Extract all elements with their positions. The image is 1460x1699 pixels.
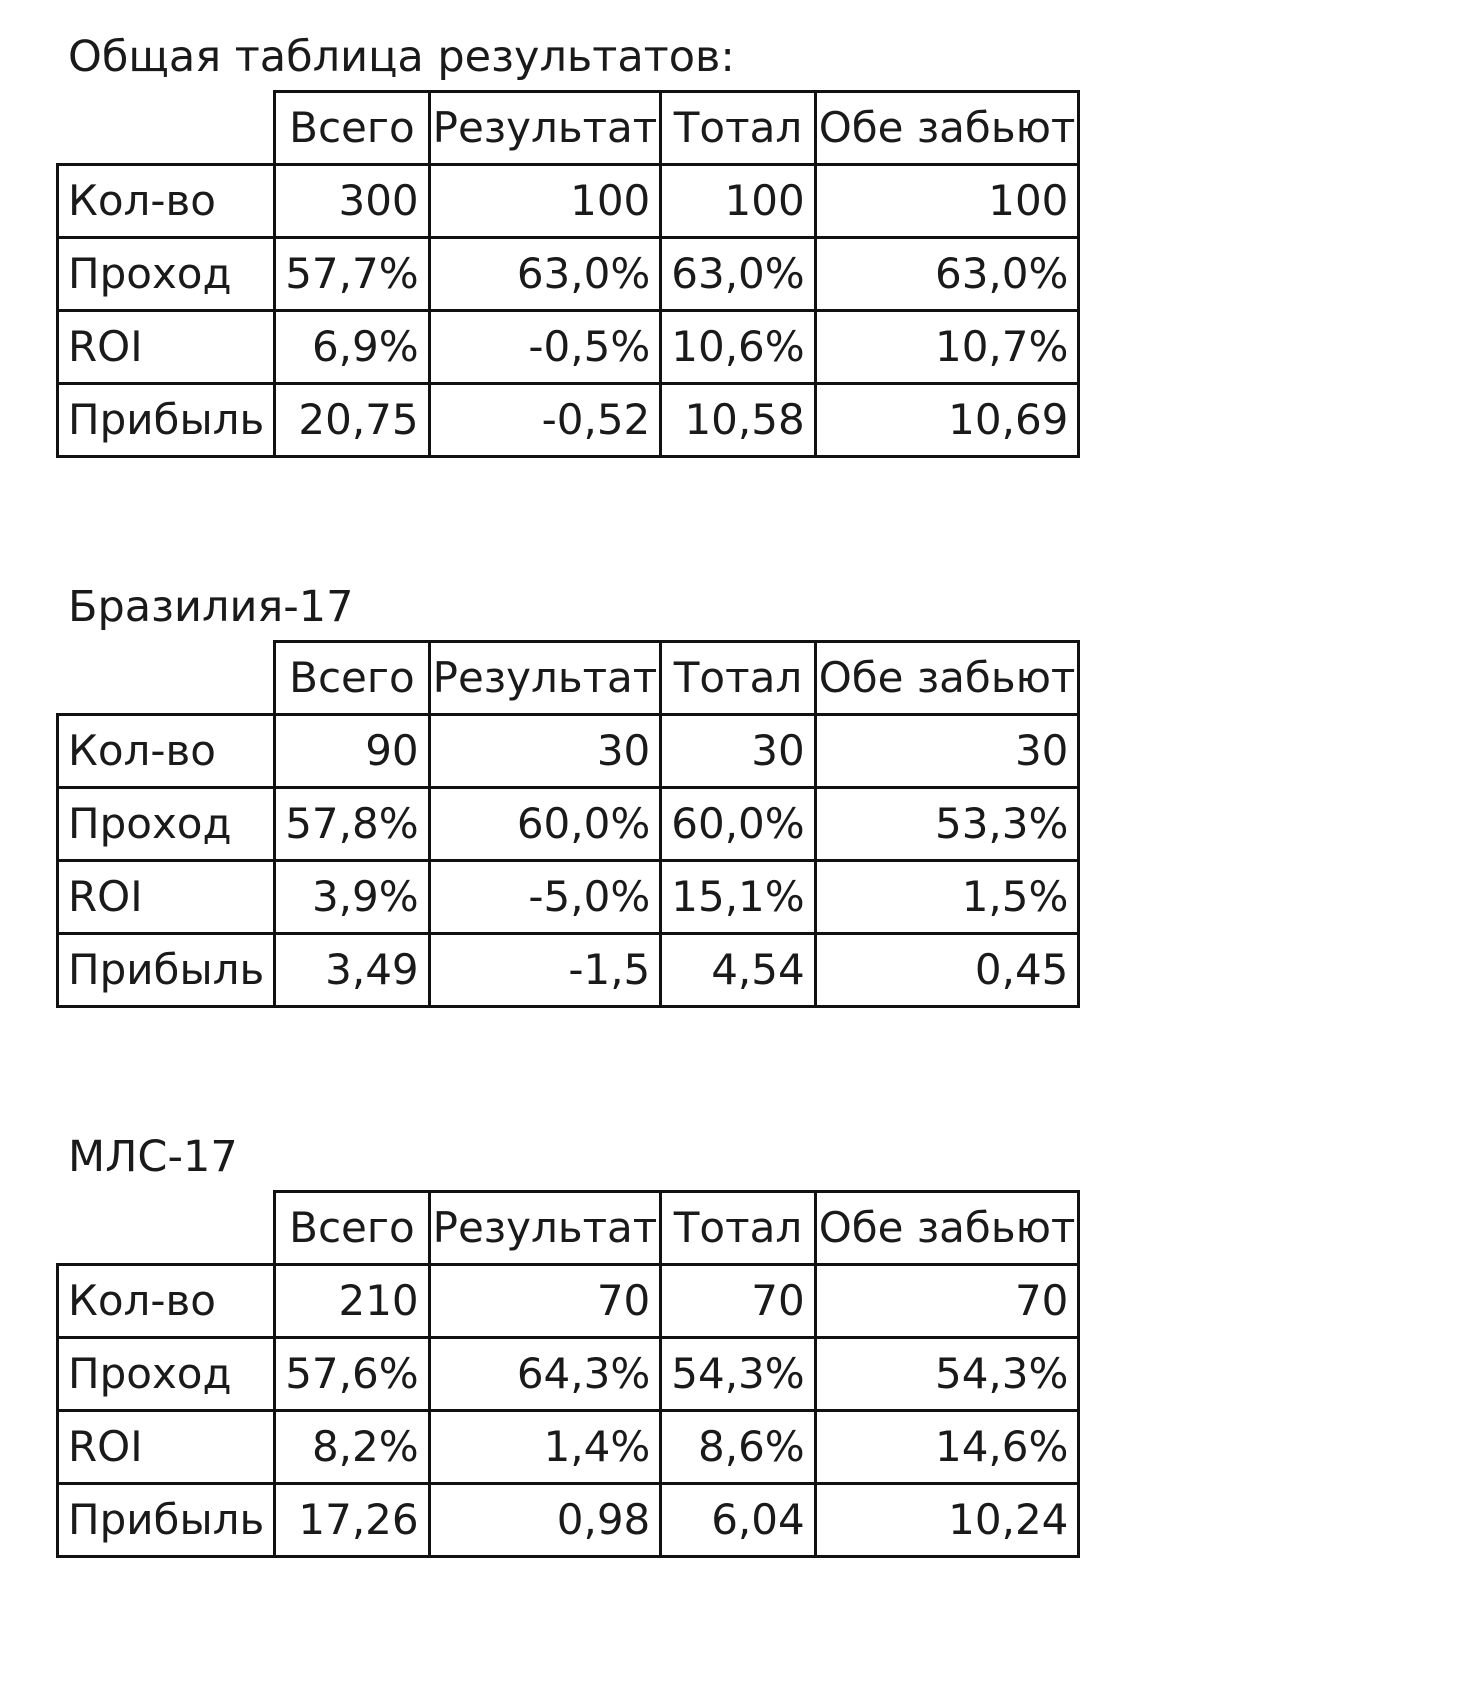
table-title: МЛС-17 bbox=[68, 1132, 238, 1182]
value-cell: 30 bbox=[815, 715, 1079, 788]
value-cell: 6,04 bbox=[661, 1484, 815, 1557]
value-cell: 10,24 bbox=[815, 1484, 1079, 1557]
value-cell: 17,26 bbox=[275, 1484, 429, 1557]
value-cell: 30 bbox=[661, 715, 815, 788]
value-cell: 10,7% bbox=[815, 311, 1079, 384]
table-row bbox=[58, 1484, 1079, 1557]
value-cell: 57,8% bbox=[275, 788, 429, 861]
value-cell: 90 bbox=[275, 715, 429, 788]
value-cell: 0,45 bbox=[815, 934, 1079, 1007]
value-cell: 63,0% bbox=[661, 238, 815, 311]
value-cell: 6,9% bbox=[275, 311, 429, 384]
row-label: ROI bbox=[58, 311, 275, 384]
value-cell: 63,0% bbox=[815, 238, 1079, 311]
value-cell: 70 bbox=[429, 1265, 661, 1338]
value-cell: 15,1% bbox=[661, 861, 815, 934]
corner-cell bbox=[58, 92, 275, 165]
value-cell: 10,58 bbox=[661, 384, 815, 457]
value-cell: 53,3% bbox=[815, 788, 1079, 861]
table-row bbox=[58, 165, 1079, 238]
value-cell: 8,2% bbox=[275, 1411, 429, 1484]
value-cell: -5,0% bbox=[429, 861, 661, 934]
header-row bbox=[58, 92, 1079, 165]
value-cell: 70 bbox=[815, 1265, 1079, 1338]
value-cell: 20,75 bbox=[275, 384, 429, 457]
value-cell: 100 bbox=[661, 165, 815, 238]
value-cell: 54,3% bbox=[661, 1338, 815, 1411]
value-cell: 57,7% bbox=[275, 238, 429, 311]
corner-cell bbox=[58, 1192, 275, 1265]
value-cell: 1,5% bbox=[815, 861, 1079, 934]
value-cell: 4,54 bbox=[661, 934, 815, 1007]
column-header: Обе забьют bbox=[815, 92, 1079, 165]
value-cell: 10,6% bbox=[661, 311, 815, 384]
column-header: Всего bbox=[275, 92, 429, 165]
value-cell: 64,3% bbox=[429, 1338, 661, 1411]
value-cell: 8,6% bbox=[661, 1411, 815, 1484]
value-cell: 70 bbox=[661, 1265, 815, 1338]
value-cell: 54,3% bbox=[815, 1338, 1079, 1411]
value-cell: -1,5 bbox=[429, 934, 661, 1007]
value-cell: 10,69 bbox=[815, 384, 1079, 457]
value-cell: 60,0% bbox=[661, 788, 815, 861]
row-label: ROI bbox=[58, 1411, 275, 1484]
row-label: Прибыль bbox=[58, 384, 275, 457]
value-cell: 100 bbox=[429, 165, 661, 238]
value-cell: 1,4% bbox=[429, 1411, 661, 1484]
table-row bbox=[58, 934, 1079, 1007]
row-label: Прибыль bbox=[58, 934, 275, 1007]
table-row bbox=[58, 311, 1079, 384]
value-cell: -0,5% bbox=[429, 311, 661, 384]
row-label: Проход bbox=[58, 1338, 275, 1411]
value-cell: 3,9% bbox=[275, 861, 429, 934]
table-row bbox=[58, 238, 1079, 311]
corner-cell bbox=[58, 642, 275, 715]
column-header: Всего bbox=[275, 1192, 429, 1265]
row-label: Проход bbox=[58, 788, 275, 861]
row-label: ROI bbox=[58, 861, 275, 934]
value-cell: 3,49 bbox=[275, 934, 429, 1007]
column-header: Результат bbox=[429, 642, 661, 715]
header-row bbox=[58, 1192, 1079, 1265]
row-label: Прибыль bbox=[58, 1484, 275, 1557]
value-cell: 30 bbox=[429, 715, 661, 788]
column-header: Результат bbox=[429, 92, 661, 165]
table-title: Бразилия-17 bbox=[68, 582, 354, 632]
column-header: Результат bbox=[429, 1192, 661, 1265]
value-cell: 14,6% bbox=[815, 1411, 1079, 1484]
results-table bbox=[56, 1190, 1080, 1558]
table-title: Общая таблица результатов: bbox=[68, 32, 735, 82]
value-cell: 300 bbox=[275, 165, 429, 238]
table-row bbox=[58, 1411, 1079, 1484]
table-row bbox=[58, 1265, 1079, 1338]
header-row bbox=[58, 642, 1079, 715]
table-row bbox=[58, 788, 1079, 861]
table-row bbox=[58, 715, 1079, 788]
value-cell: 60,0% bbox=[429, 788, 661, 861]
table-row bbox=[58, 384, 1079, 457]
value-cell: 100 bbox=[815, 165, 1079, 238]
table-row bbox=[58, 1338, 1079, 1411]
value-cell: 57,6% bbox=[275, 1338, 429, 1411]
value-cell: 63,0% bbox=[429, 238, 661, 311]
value-cell: 210 bbox=[275, 1265, 429, 1338]
row-label: Кол-во bbox=[58, 1265, 275, 1338]
results-table bbox=[56, 90, 1080, 458]
column-header: Обе забьют bbox=[815, 642, 1079, 715]
column-header: Обе забьют bbox=[815, 1192, 1079, 1265]
column-header: Всего bbox=[275, 642, 429, 715]
row-label: Кол-во bbox=[58, 715, 275, 788]
results-table bbox=[56, 640, 1080, 1008]
row-label: Кол-во bbox=[58, 165, 275, 238]
column-header: Тотал bbox=[661, 642, 815, 715]
column-header: Тотал bbox=[661, 1192, 815, 1265]
table-row bbox=[58, 861, 1079, 934]
value-cell: 0,98 bbox=[429, 1484, 661, 1557]
column-header: Тотал bbox=[661, 92, 815, 165]
row-label: Проход bbox=[58, 238, 275, 311]
value-cell: -0,52 bbox=[429, 384, 661, 457]
